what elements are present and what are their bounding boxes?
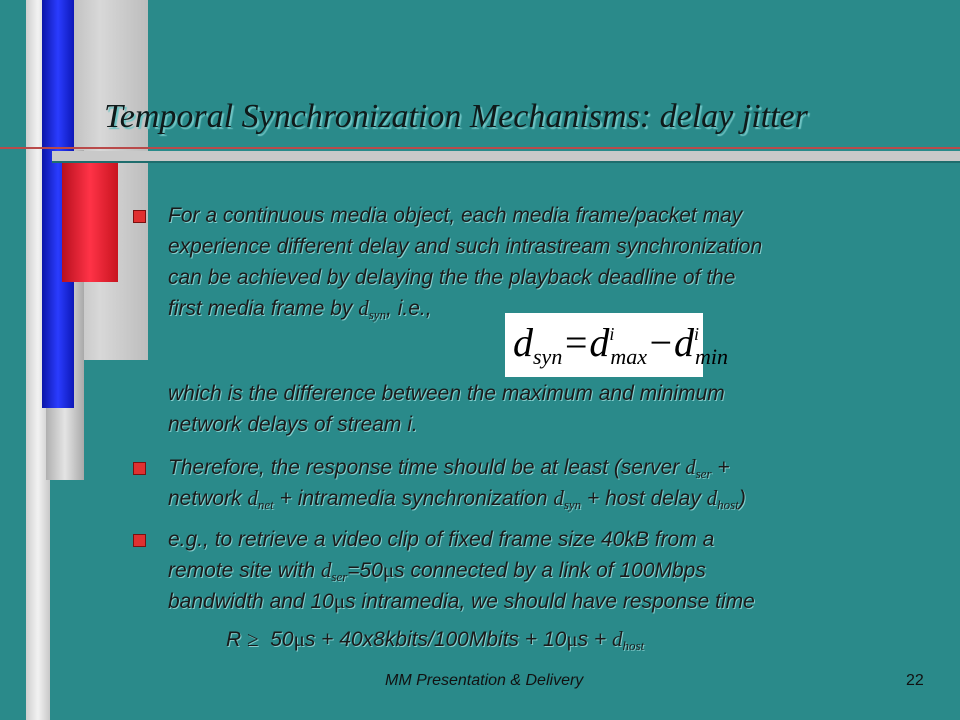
bullet-2: [168, 452, 746, 514]
decor-bar-red: [62, 163, 118, 282]
bullet-3-line: e.g., to retrieve a video clip of fixed frame size 40kB from a: [168, 528, 715, 551]
bullet-2-line: network $d_{net}$ + intramedia synchronization $d_{syn}$ + host delay $d_{host}$): [168, 486, 746, 512]
bullet-marker: [133, 462, 146, 475]
bullet-1-line: For a continuous media object, each media frame/packet may: [168, 204, 743, 227]
formula-dsyn: $d_{syn}=d^i_{max}-d^i_{min}$: [513, 320, 729, 369]
bullet-1-line: first media frame by $d_{syn}$, i.e.,: [168, 296, 432, 322]
bullet-3-line: bandwidth and 10μs intramedia, we should have response time: [168, 589, 755, 613]
bullet-2-line: Therefore, the response time should be at least (server $d_{ser}$ +: [168, 455, 730, 481]
bullet-1-line: can be achieved by delaying the the playback deadline of the: [168, 266, 736, 289]
title-rule-shadow: [52, 161, 960, 163]
bullet-1-line: which is the difference between the maximum and minimum: [168, 382, 725, 405]
footer-title: MM Presentation & Delivery: [385, 672, 584, 689]
bullet-1-continuation: [168, 378, 725, 440]
bullet-3-line: remote site with $d_{ser}=50\mu s$ connected by a link of 100Mbps: [168, 558, 706, 584]
bullet-marker: [133, 534, 146, 547]
page-number: 22: [906, 672, 924, 689]
bullet-3: [168, 524, 755, 617]
title-rule-red: [0, 147, 960, 149]
bullet-1-line: experience different delay and such intrastream synchronization: [168, 235, 763, 258]
bullet-marker: [133, 210, 146, 223]
slide-title: Temporal Synchronization Mechanisms: delay jitter: [104, 98, 808, 135]
title-rule-gray: [52, 151, 960, 161]
formula-image: [505, 313, 729, 377]
response-time-formula: R ≥ 50μs + 40x8kbits/100Mbits + $10\mu s + d_{host}$: [226, 627, 645, 653]
bullet-1: [168, 200, 762, 324]
bullet-1-line: network delays of stream i.: [168, 413, 418, 436]
